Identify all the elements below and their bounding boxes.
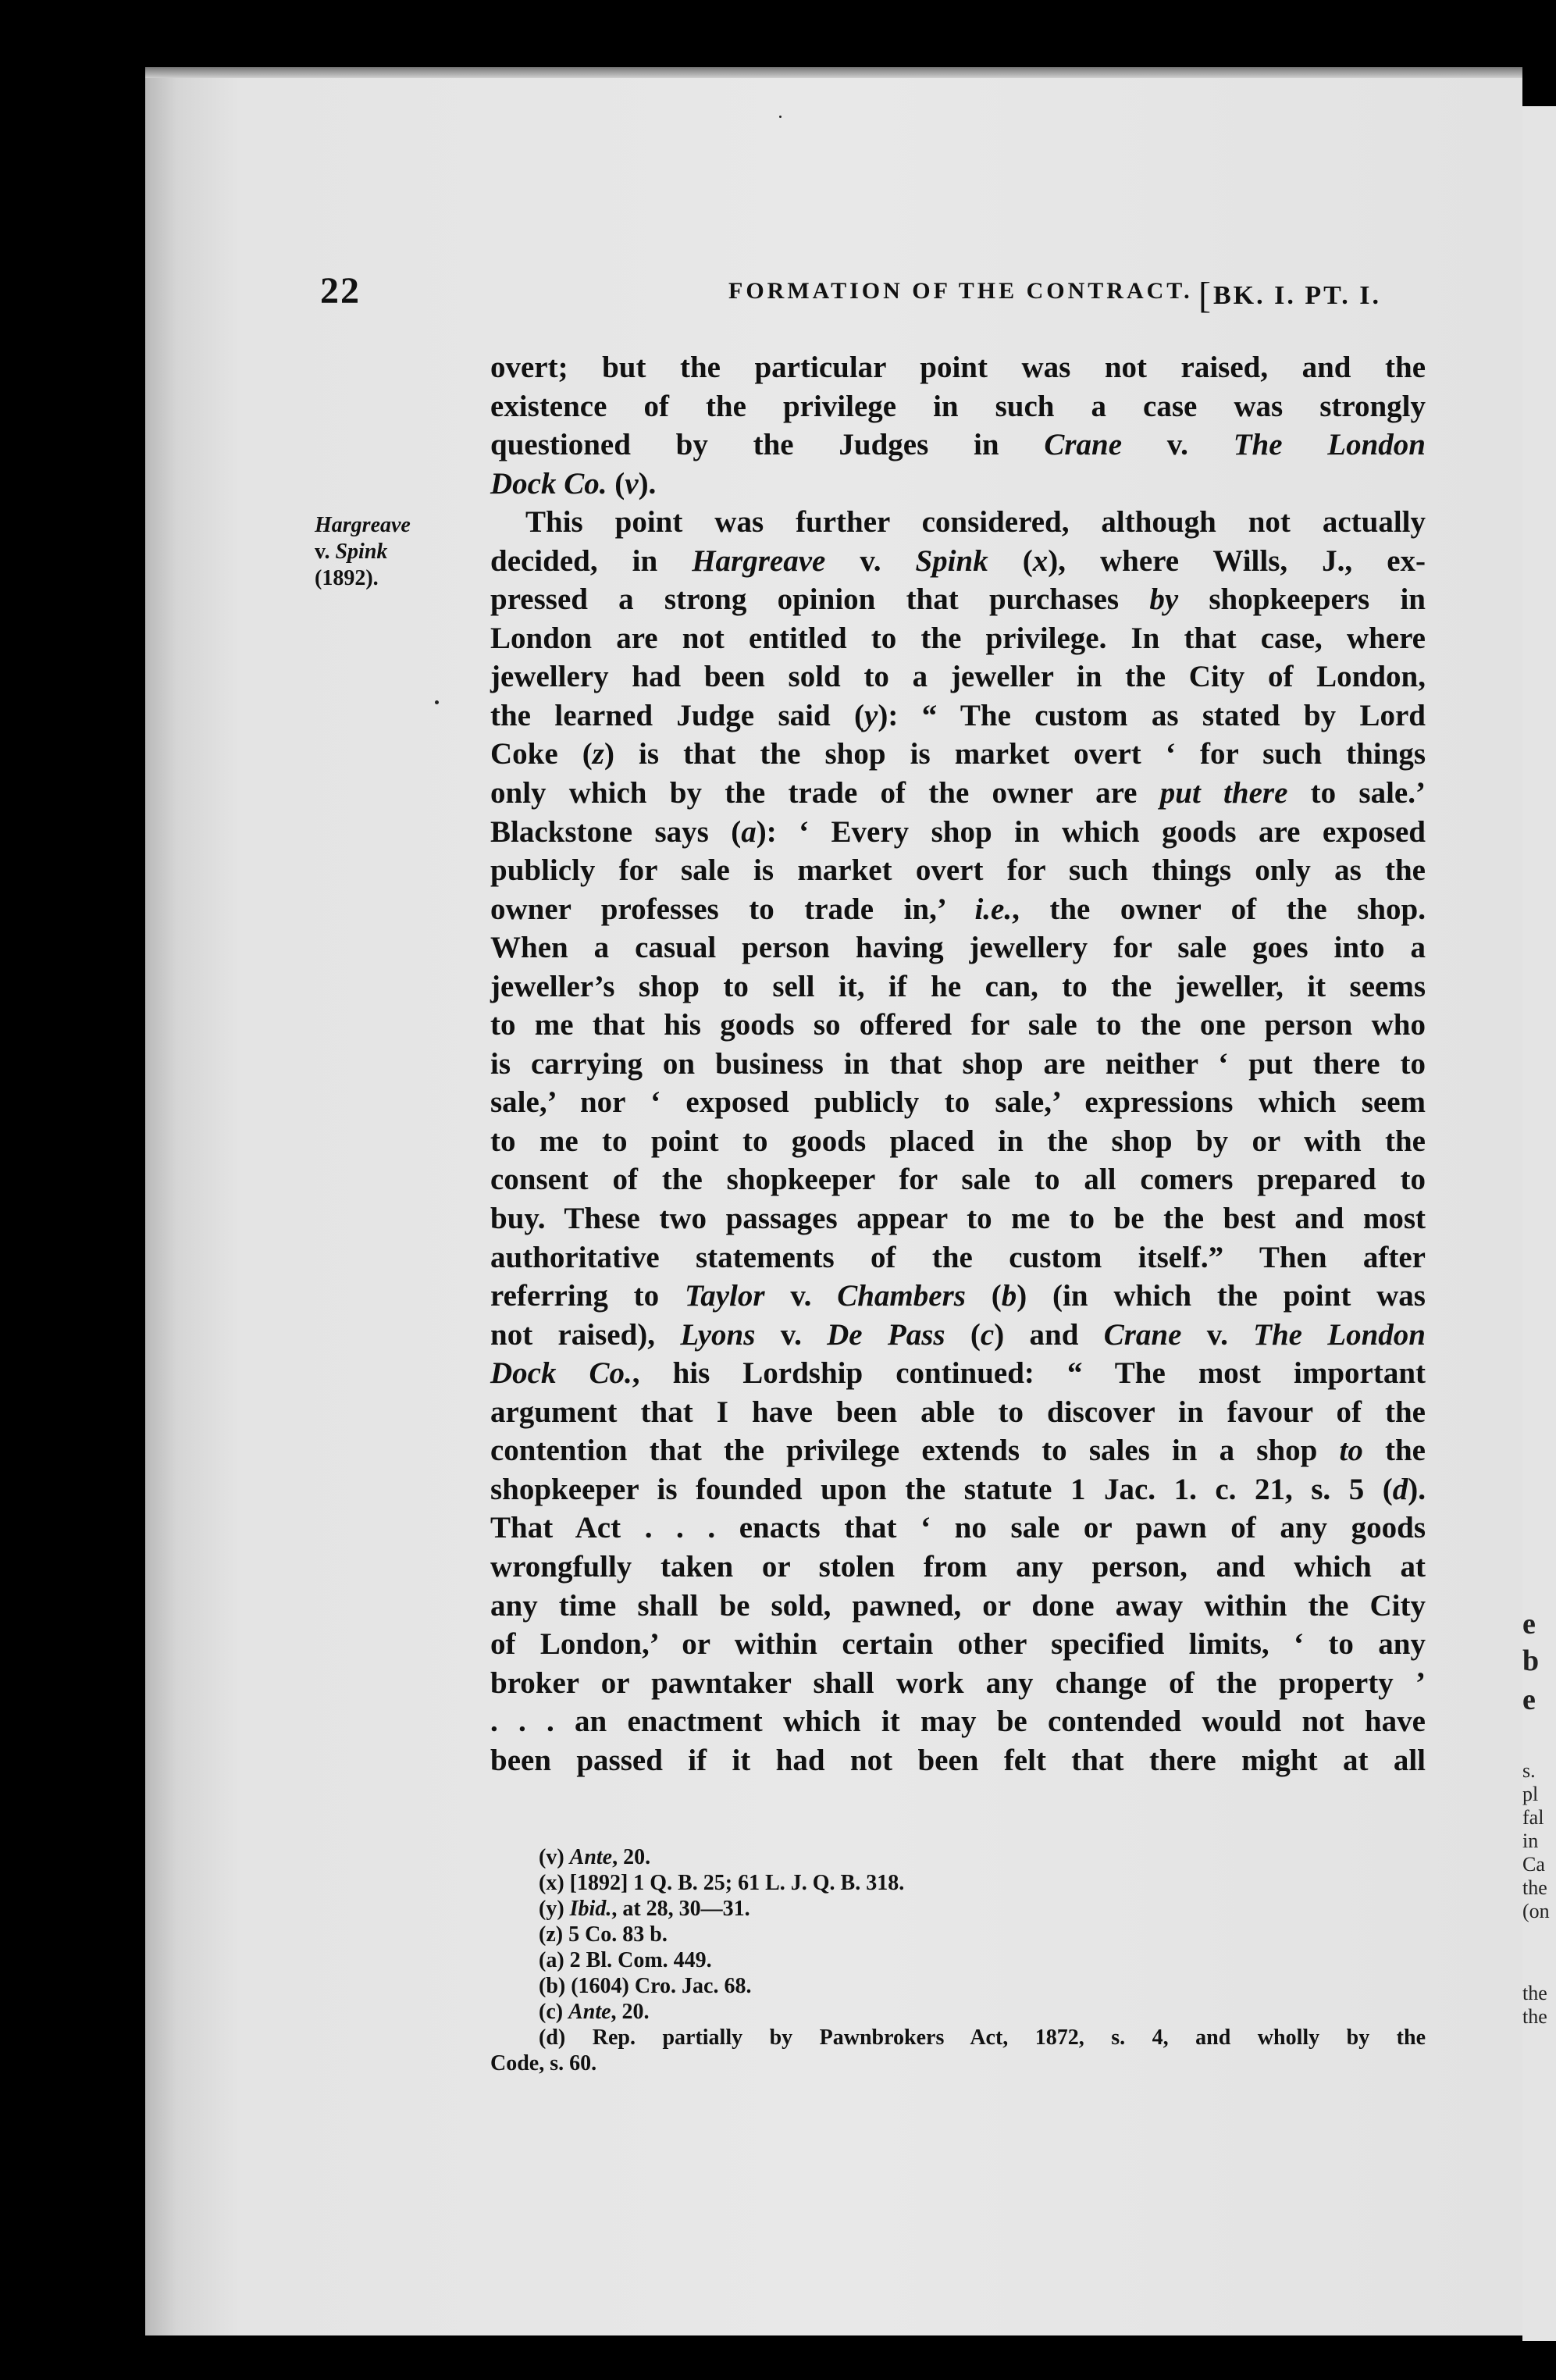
text-line: publicly for sale is market overt for such things only as the	[490, 853, 1426, 888]
footnotes	[490, 1844, 1426, 2076]
print-speck	[779, 116, 782, 118]
text-line: not raised), Lyons v. De Pass (c) and Crane v. The London	[490, 1317, 1426, 1352]
text-line: This point was further considered, although not actually	[525, 505, 1426, 540]
text-line: pressed a strong opinion that purchases by shopkeepers in	[490, 583, 1426, 617]
adjacent-fragment: fal	[1522, 1806, 1544, 1829]
footnote-d: (d) Rep. partially by Pawnbrokers Act, 1872, s. 4, and wholly by the	[539, 2025, 1426, 2050]
text-line: overt; but the particular point was not raised, and the	[490, 351, 1426, 384]
text-line: contention that the privilege extends to sales in a shop to the	[490, 1434, 1426, 1468]
text-line: been passed if it had not been felt that there might at all	[490, 1743, 1426, 1777]
adjacent-fragment: in	[1522, 1830, 1539, 1852]
text-line: broker or pawntaker shall work any change of the property ’	[490, 1666, 1426, 1700]
footnote-b: (b) (1604) Cro. Jac. 68.	[539, 1974, 752, 1998]
adjacent-fragment: e	[1522, 1683, 1536, 1716]
footnote-v: (v) Ante, 20.	[539, 1845, 651, 1869]
page-number: 22	[320, 270, 361, 312]
text-line: of London,’ or within certain other specified limits, ‘ to any	[490, 1627, 1426, 1662]
page-top-edge	[145, 67, 1522, 78]
margin-note-case: Hargreave	[315, 513, 411, 537]
text-line: Dock Co., his Lordship continued: “ The most important	[490, 1356, 1426, 1391]
text-line: the learned Judge said (y): “ The custom as stated by Lord	[490, 698, 1426, 732]
text-line: London are not entitled to the privilege. In that case, where	[490, 621, 1426, 655]
text-line: any time shall be sold, pawned, or done away within the City	[490, 1588, 1426, 1623]
margin-note-year: (1892).	[315, 566, 379, 590]
section-reference: [BK. I. PT. I.	[1198, 275, 1381, 316]
footnote-d-continued: Code, s. 60.	[490, 2051, 597, 2075]
text-line: to me that his goods so offered for sale to the one person who	[490, 1008, 1426, 1042]
text-line: buy. These two passages appear to me to be the best and most	[490, 1202, 1426, 1236]
adjacent-fragment: (on	[1522, 1900, 1550, 1922]
body-text	[490, 348, 1426, 1780]
text-line: authoritative statements of the custom itself.” Then after	[490, 1240, 1426, 1274]
text-line: That Act . . . enacts that ‘ no sale or pawn of any goods	[490, 1511, 1426, 1545]
text-line: referring to Taylor v. Chambers (b) (in which the point was	[490, 1279, 1426, 1313]
footnote-y: (y) Ibid., at 28, 30—31.	[539, 1897, 750, 1921]
text-line: wrongfully taken or stolen from any person, and which at	[490, 1549, 1426, 1584]
text-line: When a casual person having jewellery for sale goes into a	[490, 931, 1426, 965]
text-line: decided, in Hargreave v. Spink (x), where Wills, J., ex-	[490, 543, 1426, 578]
adjacent-fragment: b	[1522, 1644, 1540, 1677]
text-line: is carrying on business in that shop are neither ‘ put there to	[490, 1046, 1426, 1081]
margin-note	[315, 512, 440, 592]
section-reference-text: BK. I. PT. I.	[1212, 281, 1381, 310]
adjacent-fragment: the	[1522, 2005, 1547, 2028]
footnote-x: (x) [1892] 1 Q. B. 25; 61 L. J. Q. B. 318.	[539, 1871, 905, 1895]
adjacent-fragment: the	[1522, 1876, 1547, 1899]
text-line: shopkeeper is founded upon the statute 1 Jac. 1. c. 21, s. 5 (d).	[490, 1472, 1426, 1506]
text-line: . . . an enactment which it may be contended would not have	[490, 1705, 1426, 1739]
footnote-z: (z) 5 Co. 83 b.	[539, 1922, 668, 1947]
text-line: Coke (z) is that the shop is market overt ‘ for such things	[490, 737, 1426, 771]
text-line: jeweller’s shop to sell it, if he can, to the jeweller, it seems	[490, 969, 1426, 1003]
margin-note-line: v. Spink	[315, 540, 388, 564]
adjacent-fragment: s.	[1522, 1759, 1536, 1782]
text-line: consent of the shopkeeper for sale to all comers prepared to	[490, 1163, 1426, 1197]
text-line: Dock Co. (v).	[490, 466, 657, 501]
text-line: owner professes to trade in,’ i.e., the owner of the shop.	[490, 892, 1426, 926]
adjacent-fragment: Ca	[1522, 1853, 1545, 1876]
adjacent-fragment: pl	[1522, 1783, 1539, 1805]
adjacent-fragment: e	[1522, 1608, 1536, 1641]
text-line: existence of the privilege in such a case was strongly	[490, 389, 1426, 423]
print-speck	[435, 700, 439, 704]
running-head: FORMATION OF THE CONTRACT.	[728, 278, 1193, 304]
text-line: Blackstone says (a): ‘ Every shop in which goods are exposed	[490, 814, 1426, 849]
footnote-a: (a) 2 Bl. Com. 449.	[539, 1948, 712, 1972]
text-line: only which by the trade of the owner are put there to sale.’	[490, 776, 1426, 811]
text-line: argument that I have been able to discover in favour of the	[490, 1395, 1426, 1429]
text-line: jewellery had been sold to a jeweller in the City of London,	[490, 660, 1426, 694]
text-line: sale,’ nor ‘ exposed publicly to sale,’ expressions which seem	[490, 1085, 1426, 1120]
text-line: questioned by the Judges in Crane v. The London	[490, 428, 1426, 462]
adjacent-fragment: the	[1522, 1982, 1547, 2004]
text-line: to me to point to goods placed in the shop by or with the	[490, 1124, 1426, 1158]
footnote-c: (c) Ante, 20.	[539, 2000, 650, 2024]
